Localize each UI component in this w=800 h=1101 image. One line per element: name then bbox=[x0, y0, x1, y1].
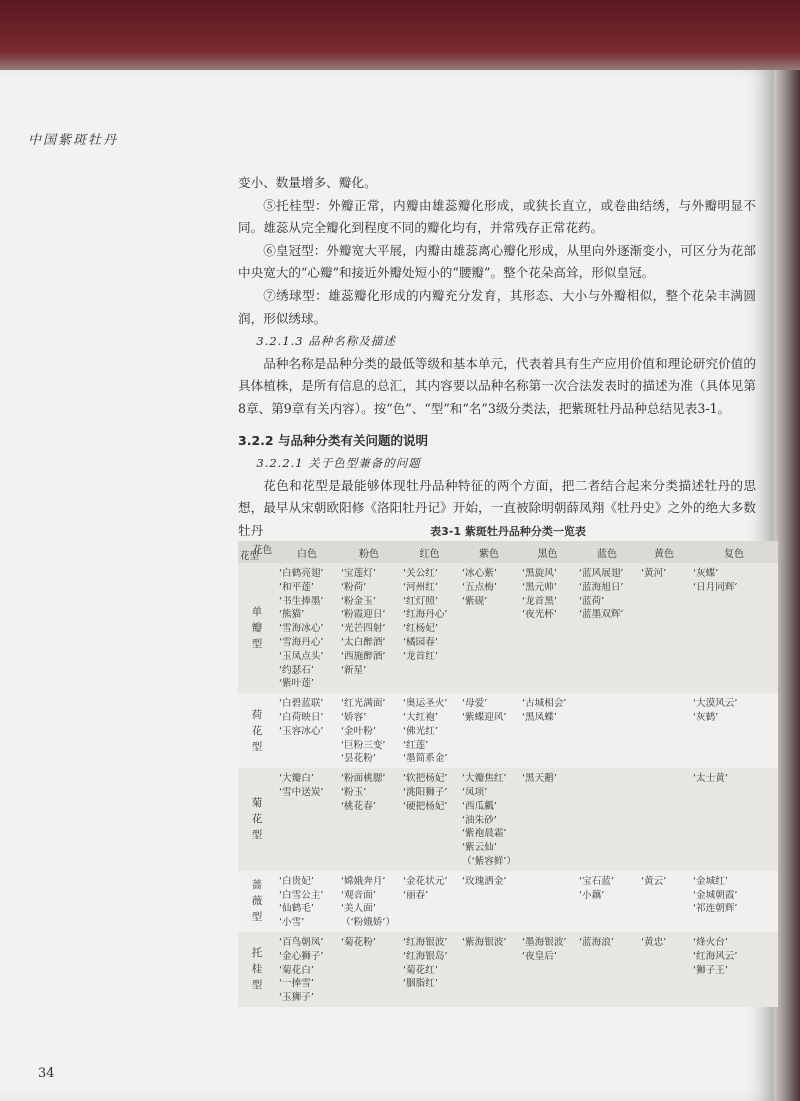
subheading-3-2-2-1: 3.2.2.1 关于色型兼备的问题 bbox=[256, 456, 421, 471]
variety-cell bbox=[459, 932, 519, 1007]
variety-name: ‘夜皇后’ bbox=[522, 950, 557, 962]
row-type-cell bbox=[238, 768, 276, 871]
variety-cell bbox=[338, 932, 400, 1007]
variety-name: ‘金心狮子’ bbox=[279, 950, 324, 962]
variety-name: ‘白荷映日’ bbox=[279, 711, 324, 723]
variety-name: ‘黑天鹅’ bbox=[522, 773, 557, 785]
row-type-cell bbox=[238, 693, 276, 768]
variety-name: ‘光芒四射’ bbox=[341, 623, 386, 635]
variety-name: （‘紫容鲜’） bbox=[462, 855, 517, 867]
variety-name: ‘菊花红’ bbox=[403, 964, 438, 976]
variety-cell bbox=[338, 768, 400, 871]
variety-cell bbox=[576, 932, 638, 1007]
variety-name: ‘蓝海浪’ bbox=[579, 936, 614, 948]
variety-name: ‘白雪公主’ bbox=[279, 889, 324, 901]
variety-name: ‘百鸟朝凤’ bbox=[279, 936, 324, 948]
variety-name: ‘古城相会’ bbox=[522, 698, 567, 710]
row-type-label: 蔷薇型 bbox=[251, 879, 263, 924]
variety-name: ‘金城红’ bbox=[693, 875, 728, 887]
variety-cell bbox=[576, 693, 638, 768]
variety-name: ‘大瓣白’ bbox=[279, 773, 314, 785]
variety-name: ‘蓝墨双辉’ bbox=[579, 609, 624, 621]
variety-name: ‘红海风云’ bbox=[693, 950, 738, 962]
variety-name: ‘大漠风云’ bbox=[693, 698, 738, 710]
variety-cell bbox=[400, 768, 459, 871]
variety-name: ‘粉霞迎日’ bbox=[341, 609, 386, 621]
variety-name: ‘日月同辉’ bbox=[693, 581, 738, 593]
variety-cell bbox=[400, 871, 459, 932]
variety-name: ‘小雪’ bbox=[279, 917, 305, 929]
body-text bbox=[238, 172, 756, 543]
paragraph-tuogui-type: ⑤托桂型：外瓣正常，内瓣由雄蕊瓣化形成，或狭长直立，或卷曲结绣，与外瓣明显不同。雄蕊从完全瓣化到程度不同的瓣化均有，并常残存正常花药。 bbox=[238, 197, 756, 236]
variety-name: ‘一捧雪’ bbox=[279, 978, 314, 990]
variety-name: ‘玉容冰心’ bbox=[279, 725, 324, 737]
variety-cell bbox=[276, 871, 338, 932]
variety-cell bbox=[276, 932, 338, 1007]
variety-cell bbox=[400, 932, 459, 1007]
paragraph-color-type: 花色和花型是最能够体现牡丹品种特征的两个方面，把二者结合起来分类描述牡丹的思想，最早从宋朝欧阳修《洛阳牡丹记》开始，一直被除明朝薛凤翔《牡丹史》之外的绝大多数牡丹 bbox=[238, 477, 756, 538]
variety-name: ‘玉凤点头’ bbox=[279, 650, 324, 662]
variety-name: ‘巨粉三变’ bbox=[341, 739, 386, 751]
variety-cell bbox=[276, 563, 338, 693]
variety-name: ‘粉荷’ bbox=[341, 581, 367, 593]
variety-cell bbox=[400, 563, 459, 693]
variety-name: ‘玉狮子’ bbox=[279, 992, 314, 1004]
variety-name: ‘和平莲’ bbox=[279, 581, 314, 593]
variety-name: ‘西瓜瓤’ bbox=[462, 800, 497, 812]
variety-name: ‘夜光杯’ bbox=[522, 609, 557, 621]
variety-name: ‘灰鹤’ bbox=[693, 711, 719, 723]
table-corner-cell bbox=[238, 541, 276, 563]
variety-name: ‘丽春’ bbox=[403, 889, 429, 901]
variety-name: ‘粉面桃腮’ bbox=[341, 773, 386, 785]
variety-name: ‘龙首红’ bbox=[403, 650, 438, 662]
variety-name: ‘奥运圣火’ bbox=[403, 698, 448, 710]
variety-cell bbox=[338, 693, 400, 768]
variety-name: ‘硬把杨妃’ bbox=[403, 800, 448, 812]
running-header: 中国紫斑牡丹 bbox=[28, 133, 119, 148]
variety-name: ‘粉金玉’ bbox=[341, 595, 376, 607]
variety-name: ‘大瓣焦红’ bbox=[462, 773, 507, 785]
variety-name: ‘红海银岛’ bbox=[403, 950, 448, 962]
variety-cell bbox=[459, 563, 519, 693]
variety-name: ‘红杨妃’ bbox=[403, 623, 438, 635]
variety-name: ‘凤项’ bbox=[462, 786, 488, 798]
variety-name: ‘书生捧墨’ bbox=[279, 595, 324, 607]
variety-name: ‘约瑟石’ bbox=[279, 664, 314, 676]
variety-cell bbox=[690, 768, 778, 871]
variety-name: ‘红光满面’ bbox=[341, 698, 386, 710]
variety-cell bbox=[690, 563, 778, 693]
column-header: 蓝色 bbox=[576, 541, 638, 563]
variety-name: ‘太士黄’ bbox=[693, 773, 728, 785]
variety-cell bbox=[638, 768, 690, 871]
variety-cell bbox=[459, 871, 519, 932]
variety-name: ‘雪海冰心’ bbox=[279, 623, 324, 635]
row-type-cell bbox=[238, 871, 276, 932]
variety-name: ‘蓝海旭日’ bbox=[579, 581, 624, 593]
column-header: 红色 bbox=[400, 541, 459, 563]
variety-name: ‘黄云’ bbox=[641, 875, 667, 887]
variety-name: ‘白贵妃’ bbox=[279, 875, 314, 887]
variety-name: ‘墨海银波’ bbox=[522, 936, 567, 948]
variety-cell bbox=[276, 768, 338, 871]
variety-cell bbox=[690, 871, 778, 932]
variety-name: ‘橘园春’ bbox=[403, 636, 438, 648]
variety-name: ‘熊猫’ bbox=[279, 609, 305, 621]
variety-name: ‘西施醉酒’ bbox=[341, 650, 386, 662]
subheading-3-2-1-3: 3.2.1.3 品种名称及描述 bbox=[256, 334, 396, 349]
variety-name: ‘菊花白’ bbox=[279, 964, 314, 976]
variety-name: ‘金花状元’ bbox=[403, 875, 448, 887]
table-row bbox=[238, 871, 778, 932]
variety-name: ‘红海银波’ bbox=[403, 936, 448, 948]
variety-name: ‘黄河’ bbox=[641, 568, 667, 579]
variety-name: ‘龙首黑’ bbox=[522, 595, 557, 607]
corner-label-color: 花色 bbox=[252, 545, 272, 556]
variety-cell bbox=[338, 871, 400, 932]
variety-name: ‘新星’ bbox=[341, 664, 367, 676]
variety-name: ‘小藕’ bbox=[579, 889, 605, 901]
variety-name: ‘玫瑰洒金’ bbox=[462, 875, 507, 887]
variety-cell bbox=[459, 768, 519, 871]
variety-name: ‘洮阳狮子’ bbox=[403, 786, 448, 798]
variety-name: ‘粉玉’ bbox=[341, 786, 367, 798]
variety-name: ‘紫叶莲’ bbox=[279, 678, 314, 690]
variety-name: ‘河州红’ bbox=[403, 581, 438, 593]
table-header-row bbox=[238, 541, 778, 563]
paragraph-huangguan-type: ⑥皇冠型：外瓣宽大平展，内瓣由雄蕊离心瓣化形成，从里向外逐渐变小，可区分为花部中央宽大的“心瓣”和接近外瓣处短小的“腰瓣”。整个花朵高耸，形似皇冠。 bbox=[238, 242, 756, 281]
table-row bbox=[238, 932, 778, 1007]
variety-name: ‘冰心紫’ bbox=[462, 568, 497, 579]
column-header: 粉色 bbox=[338, 541, 400, 563]
variety-cell bbox=[459, 693, 519, 768]
variety-name: ‘关公红’ bbox=[403, 568, 438, 579]
variety-name: ‘宝莲灯’ bbox=[341, 568, 376, 579]
variety-cell bbox=[638, 932, 690, 1007]
variety-cell bbox=[276, 693, 338, 768]
variety-name: ‘太白醉酒’ bbox=[341, 636, 386, 648]
variety-cell bbox=[690, 693, 778, 768]
variety-name: ‘紫蝶迎风’ bbox=[462, 711, 507, 723]
variety-cell bbox=[638, 563, 690, 693]
variety-name: ‘白鹤亮翅’ bbox=[279, 568, 324, 579]
variety-name: ‘墨简系金’ bbox=[403, 753, 448, 765]
column-header: 紫色 bbox=[459, 541, 519, 563]
column-header: 黄色 bbox=[638, 541, 690, 563]
variety-name: ‘雪海丹心’ bbox=[279, 636, 324, 648]
variety-name: ‘红莲’ bbox=[403, 739, 429, 751]
variety-cell bbox=[638, 693, 690, 768]
variety-cell bbox=[576, 563, 638, 693]
variety-name: ‘金城朝霞’ bbox=[693, 889, 738, 901]
variety-cell bbox=[576, 768, 638, 871]
variety-cell bbox=[400, 693, 459, 768]
row-type-cell bbox=[238, 563, 276, 693]
variety-name: ‘蓝荷’ bbox=[579, 595, 605, 607]
variety-name: ‘雪中送炭’ bbox=[279, 786, 324, 798]
variety-cell bbox=[638, 871, 690, 932]
variety-cell bbox=[519, 768, 576, 871]
variety-name: ‘观音面’ bbox=[341, 889, 376, 901]
variety-name: ‘烽火台’ bbox=[693, 936, 728, 948]
variety-name: ‘灰蝶’ bbox=[693, 568, 719, 579]
variety-name: ‘昙花粉’ bbox=[341, 753, 376, 765]
table-row bbox=[238, 563, 778, 693]
variety-name: ‘母爱’ bbox=[462, 698, 488, 710]
column-header: 复色 bbox=[690, 541, 778, 563]
variety-name: ‘佛光红’ bbox=[403, 725, 438, 737]
variety-name: ‘油朱砂’ bbox=[462, 814, 497, 826]
variety-name: ‘紫袍晨霜’ bbox=[462, 828, 507, 840]
variety-name: ‘五点梅’ bbox=[462, 581, 497, 593]
variety-name: ‘黑凤蝶’ bbox=[522, 711, 557, 723]
paragraph-variety-names: 品种名称是品种分类的最低等级和基本单元，代表着具有生产应用价值和理论研究价值的具体植株，是所有信息的总汇，其内容要以品种名称第一次合法发表时的描述为准（具体见第8章、第9章有关内容）。按“色”、“型”和“名”3级分类法，把紫斑牡丹品种总结见表3-1。 bbox=[238, 355, 756, 416]
variety-name: ‘黑元帅’ bbox=[522, 581, 557, 593]
variety-name: ‘软把杨妃’ bbox=[403, 773, 448, 785]
column-header: 白色 bbox=[276, 541, 338, 563]
variety-cell bbox=[519, 932, 576, 1007]
variety-name: ‘菊花粉’ bbox=[341, 936, 376, 948]
variety-name: ‘蓝风展翅’ bbox=[579, 568, 624, 579]
variety-name: ‘美人面’ bbox=[341, 903, 376, 915]
variety-name: ‘红灯照’ bbox=[403, 595, 438, 607]
paragraph-continuation: 变小、数量增多、瓣化。 bbox=[238, 175, 377, 190]
variety-cell bbox=[519, 871, 576, 932]
variety-name: ‘金叶粉’ bbox=[341, 725, 376, 737]
variety-cell bbox=[576, 871, 638, 932]
table-body bbox=[238, 563, 778, 1007]
scan-background-top bbox=[0, 0, 800, 74]
variety-name: ‘黑旋风’ bbox=[522, 568, 557, 579]
variety-name: ‘大红袍’ bbox=[403, 711, 438, 723]
variety-name: ‘祁连朝辉’ bbox=[693, 903, 738, 915]
table-row bbox=[238, 693, 778, 768]
table-caption: 表3-1 紫斑牡丹品种分类一览表 bbox=[430, 525, 586, 538]
variety-cell bbox=[690, 932, 778, 1007]
section-heading-3-2-2: 3.2.2 与品种分类有关问题的说明 bbox=[238, 432, 428, 448]
table-row bbox=[238, 768, 778, 871]
variety-name: ‘黄忠’ bbox=[641, 936, 667, 948]
variety-name: ‘紫砚’ bbox=[462, 595, 488, 607]
variety-name: ‘嫦娥奔月’ bbox=[341, 875, 386, 887]
row-type-label: 荷花型 bbox=[251, 708, 263, 753]
variety-name: ‘胭脂红’ bbox=[403, 978, 438, 990]
variety-name: ‘紫云仙’ bbox=[462, 842, 497, 854]
row-type-cell bbox=[238, 932, 276, 1007]
variety-name: ‘红海丹心’ bbox=[403, 609, 448, 621]
variety-name: ‘白碧蓝联’ bbox=[279, 698, 324, 710]
row-type-label: 菊花型 bbox=[251, 797, 263, 842]
column-header: 黑色 bbox=[519, 541, 576, 563]
corner-label-type: 花型 bbox=[240, 551, 260, 562]
variety-name: （‘粉娥娇’） bbox=[341, 917, 396, 929]
variety-cell bbox=[338, 563, 400, 693]
variety-name: ‘狮子王’ bbox=[693, 964, 728, 976]
variety-cell bbox=[519, 563, 576, 693]
variety-name: ‘桃花春’ bbox=[341, 800, 376, 812]
paragraph-xiuqiu-type: ⑦绣球型：雄蕊瓣化形成的内瓣充分发育，其形态、大小与外瓣相似，整个花朵丰满圆润，形似绣球。 bbox=[238, 287, 756, 326]
variety-cell bbox=[519, 693, 576, 768]
variety-name: ‘紫海银波’ bbox=[462, 936, 507, 948]
variety-classification-table bbox=[238, 541, 778, 1007]
variety-name: ‘仙鹤毛’ bbox=[279, 903, 314, 915]
variety-name: ‘宝石蓝’ bbox=[579, 875, 614, 887]
row-type-label: 托桂型 bbox=[251, 947, 263, 992]
variety-name: ‘娇容’ bbox=[341, 711, 367, 723]
page-number: 34 bbox=[38, 1066, 55, 1081]
row-type-label: 单瓣型 bbox=[251, 606, 263, 651]
